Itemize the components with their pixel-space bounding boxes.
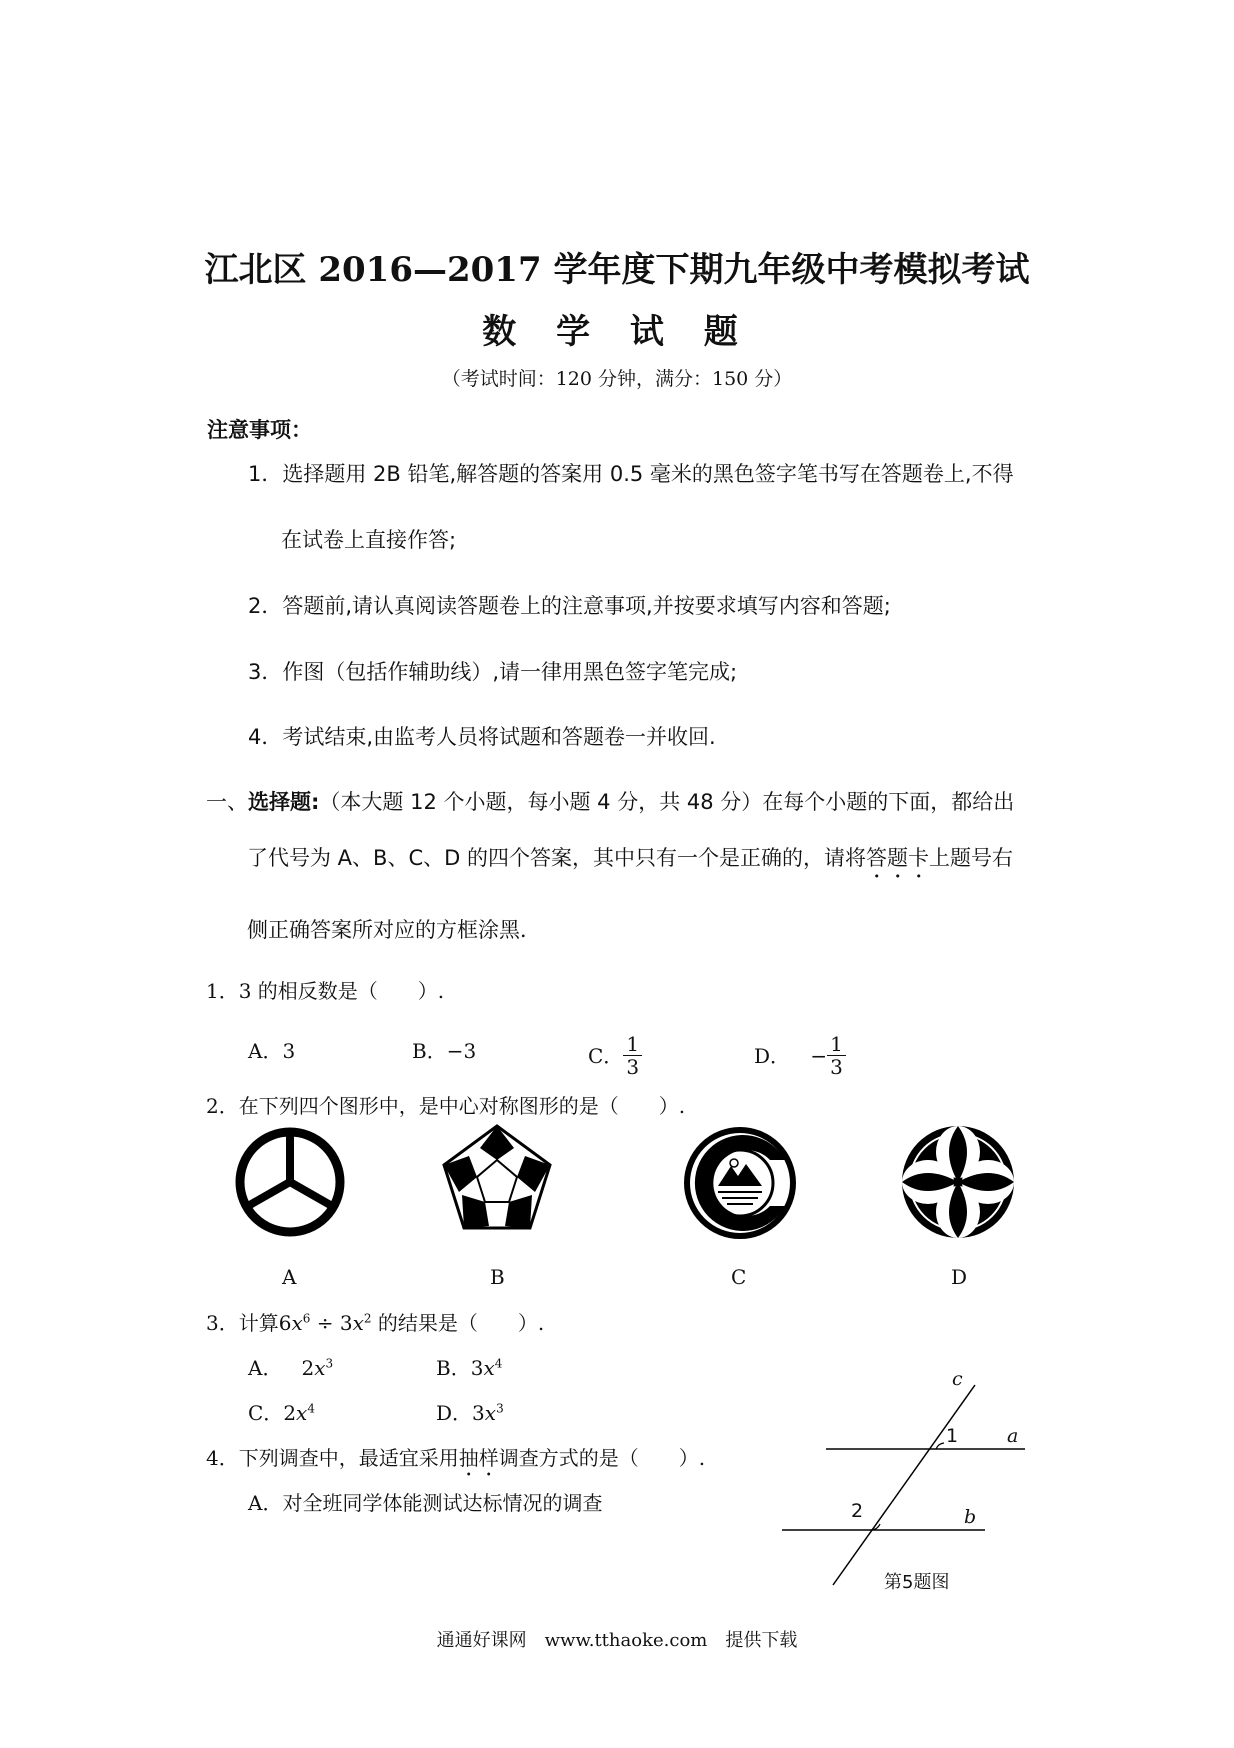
figure-5-label-a: a bbox=[1007, 1425, 1019, 1447]
q2-label-b: B bbox=[490, 1265, 505, 1289]
page-subtitle: 数 学 试 题 bbox=[482, 312, 752, 352]
q3-option-a: A． $2x^3$ bbox=[248, 1356, 334, 1380]
notice-item-4: 4．考试结束,由监考人员将试题和答题卷一并收回. bbox=[248, 725, 716, 749]
section-1-line-1-rest: （本大题 12 个小题，每小题 4 分，共 48 分）在每个小题的下面，都给出 bbox=[319, 790, 1015, 814]
q2-label-a: A bbox=[282, 1265, 297, 1289]
fraction-numerator: 1 bbox=[827, 1033, 846, 1056]
figure-5-angle-1: 1 bbox=[946, 1425, 959, 1447]
figure-5-caption: 第5题图 bbox=[884, 1572, 950, 1593]
q1-option-d-sign: − bbox=[810, 1044, 828, 1068]
section-1-prefix: 一、 bbox=[206, 790, 248, 814]
q3-option-c: C．$2x^4$ bbox=[248, 1401, 315, 1425]
fraction-numerator: 1 bbox=[623, 1033, 642, 1056]
q3-option-c-label: C． bbox=[248, 1401, 284, 1425]
figure-5-parallel-lines bbox=[782, 1385, 1025, 1585]
q4-option-a: A．对全班同学体能测试达标情况的调查 bbox=[248, 1491, 603, 1515]
q3-stem bbox=[206, 1307, 544, 1336]
figure-a-three-spoke-circle bbox=[240, 1132, 340, 1232]
figure-5-angle-2: 2 bbox=[851, 1500, 864, 1522]
figure-c-circular-logo bbox=[687, 1130, 793, 1236]
q3-option-d: D．$3x^3$ bbox=[436, 1401, 504, 1425]
q1-stem: 1．3 的相反数是（ ）. bbox=[206, 979, 445, 1003]
section-1-line-2-a: 了代号为 A、B、C、D 的四个答案，其中只有一个是正确的，请将 bbox=[247, 846, 866, 870]
q1-option-b: B．−3 bbox=[412, 1039, 477, 1063]
q1-option-a: A．3 bbox=[248, 1039, 296, 1063]
notice-heading: 注意事项： bbox=[207, 417, 312, 442]
q4-stem bbox=[206, 1442, 705, 1481]
page-footer: 通通好课网 www.tthaoke.com 提供下载 bbox=[436, 1630, 798, 1651]
q2-label-d: D bbox=[951, 1265, 968, 1289]
figure-5-label-b: b bbox=[964, 1506, 977, 1528]
q3-option-a-label: A． bbox=[248, 1356, 283, 1380]
q3-expression: $6x^6 \div 3x^2$ bbox=[278, 1311, 372, 1335]
q2-stem: 2．在下列四个图形中，是中心对称图形的是（ ）. bbox=[206, 1094, 686, 1118]
fraction-denominator: 3 bbox=[626, 1055, 640, 1079]
fraction-denominator: 3 bbox=[830, 1055, 843, 1079]
q4-stem-a: 4．下列调查中，最适宜采用 bbox=[206, 1446, 459, 1470]
notice-item-1: 1．选择题用 2B 铅笔,解答题的答案用 0.5 毫米的黑色签字笔书写在答题卷上,不得 bbox=[248, 462, 1014, 486]
figure-b-pentagon-flower bbox=[444, 1126, 550, 1228]
notice-item-2: 2．答题前,请认真阅读答题卷上的注意事项,并按要求填写内容和答题; bbox=[248, 594, 891, 618]
notice-item-3: 3．作图（包括作辅助线）,请一律用黑色签字笔完成; bbox=[248, 660, 738, 684]
q4-stem-b: 调查方式的是（ ）. bbox=[498, 1446, 706, 1470]
section-1-label: 选择题: bbox=[248, 790, 320, 814]
q3-option-d-label: D． bbox=[436, 1401, 473, 1425]
figure-5-label-c: c bbox=[952, 1368, 963, 1390]
exam-info: （考试时间：120 分钟，满分：150 分） bbox=[441, 368, 793, 390]
section-1-line-3: 侧正确答案所对应的方框涂黑． bbox=[247, 918, 541, 942]
section-1-line-2-b: 上题号右 bbox=[928, 846, 1013, 870]
q3-option-b-label: B． bbox=[436, 1356, 471, 1380]
page-title: 江北区 2016—2017 学年度下期九年级中考模拟考试 bbox=[204, 250, 1030, 290]
figure-d-four-petal-circle bbox=[902, 1126, 1014, 1238]
notice-item-1-cont: 在试卷上直接作答; bbox=[281, 528, 457, 552]
section-1-emphasis-answer-card: 答题卡 bbox=[865, 846, 929, 870]
q2-label-c: C bbox=[731, 1265, 747, 1289]
q3-stem-suffix: 的结果是（ ）. bbox=[377, 1311, 545, 1335]
q3-stem-prefix: 3．计算 bbox=[206, 1311, 279, 1335]
q1-option-d-label: D． bbox=[754, 1044, 791, 1068]
q3-option-b: B．$3x^4$ bbox=[436, 1356, 503, 1380]
q4-emphasis-sampling: 抽样 bbox=[458, 1446, 499, 1470]
q1-option-c-label: C． bbox=[588, 1044, 624, 1068]
